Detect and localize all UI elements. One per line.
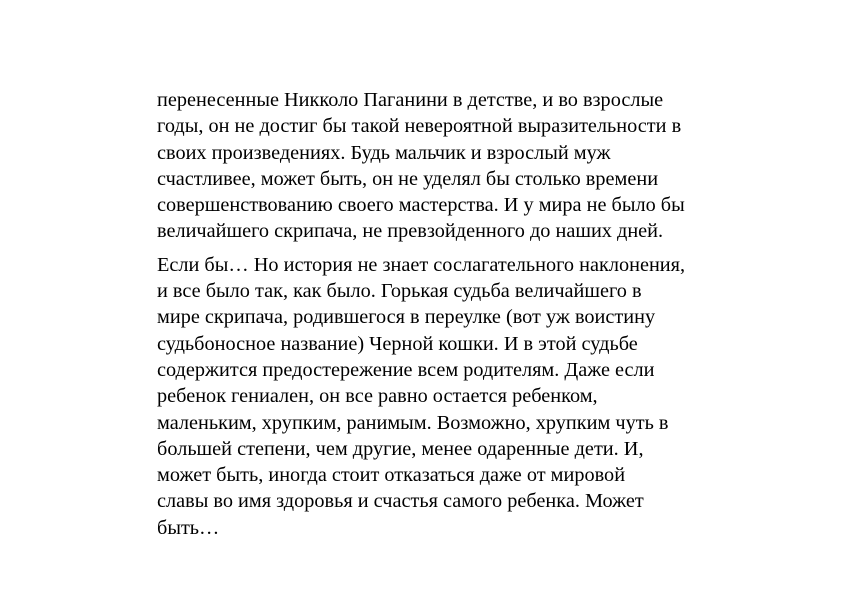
text-line: быть…	[157, 516, 220, 539]
text-line: славы во имя здоровья и счастья самого ребенка. Может	[157, 490, 644, 513]
text-line: Если бы… Но история не знает сослагательного наклонения,	[157, 253, 686, 276]
text-line: мире скрипача, родившегося в переулке (вот уж воистину	[157, 306, 656, 329]
document-text	[157, 87, 737, 541]
text-line: ребенок гениален, он все равно остается ребенком,	[157, 385, 598, 408]
text-line: совершенствованию своего мастерства. И у мира не было бы	[157, 194, 685, 217]
text-line: может быть, иногда стоит отказаться даже от мировой	[157, 464, 626, 487]
text-line: и все было так, как было. Горькая судьба величайшего в	[157, 280, 642, 303]
text-line: своих произведениях. Будь мальчик и взрослый муж	[157, 141, 611, 164]
text-line: годы, он не достиг бы такой невероятной выразительности в	[157, 115, 682, 138]
text-line: большей степени, чем другие, менее одаренные дети. И,	[157, 437, 644, 460]
paragraph-2	[157, 252, 737, 541]
text-line: маленьким, хрупким, ранимым. Возможно, хрупким чуть в	[157, 411, 669, 434]
text-line: содержится предостережение всем родителям. Даже если	[157, 358, 655, 381]
text-line: величайшего скрипача, не превзойденного до наших дней.	[157, 220, 664, 243]
text-line: счастливее, может быть, он не уделял бы столько времени	[157, 167, 659, 190]
paragraph-1	[157, 87, 737, 245]
text-line: перенесенные Никколо Паганини в детстве, и во взрослые	[157, 89, 664, 111]
text-line: судьбоносное название) Черной кошки. И в этой судьбе	[157, 332, 638, 355]
